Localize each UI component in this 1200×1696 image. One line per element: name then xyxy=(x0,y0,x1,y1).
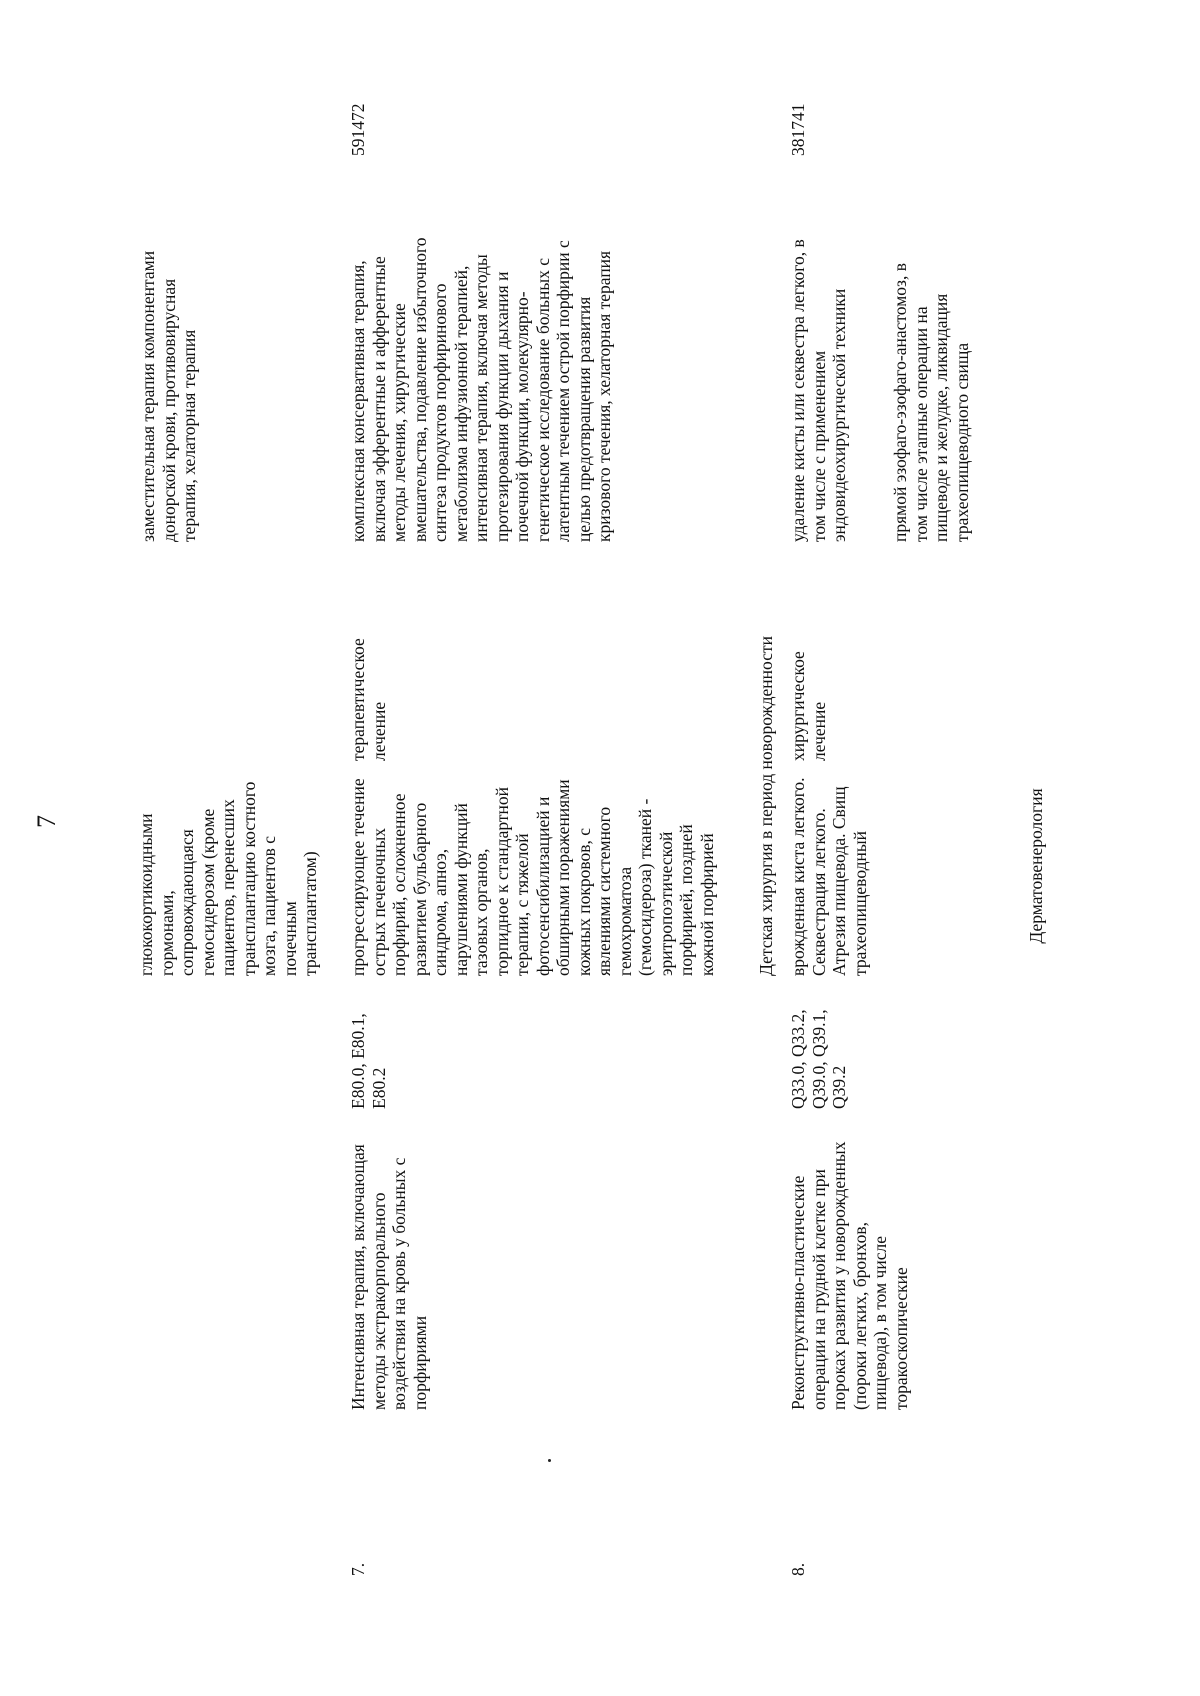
section-heading-dermato: Дерматовенерология xyxy=(1026,788,1046,944)
continuation-criteria: глюкокортикоидными гормонами, сопровождающаяся гемосидерозом (кроме пациентов, перенесших трансплантацию костного мозга, пациентов с почечным трансплантатом) xyxy=(136,781,320,976)
row-7-codes: E80.0, E80.1, E80.2 xyxy=(348,1013,389,1109)
row-8-number: 8. xyxy=(788,1562,808,1576)
row-8-methods-2: прямой эзофаго-эзофаго-анастомоз, в том числе этапные операции на пищеводе и желудке, ликвидация трахеопищеводного свища xyxy=(890,263,972,542)
row-7-type: терапевтическое лечение xyxy=(348,638,389,761)
row-7-criteria: прогрессирующее течение острых печеночных порфирий, осложненное развитием бульбарного синдрома, апноэ, нарушениями функций тазовых органов, торпидное к стандартной терапии, с тяжелой фотосенсибилизацией и обширными поражениями кожных покровов, с явлениями системного гемохроматоза (гемосидероза) тканей - эритропоэтической порфирией, поздней кожной порфирией xyxy=(348,778,717,976)
row-7-name: Интенсивная терапия, включающая методы экстракорпорального воздействия на кровь у больных с порфириями xyxy=(348,1144,430,1410)
section-heading-neonatal: Детская хирургия в период новорожденности xyxy=(756,635,776,977)
continuation-methods: заместительная терапия компонентами донорской крови, противовирусная терапия, хелаторная терапия xyxy=(138,250,199,542)
row-8-type: хирургическое лечение xyxy=(788,651,829,761)
scan-dot xyxy=(548,1459,551,1462)
row-8-codes: Q33.0, Q33.2, Q39.0, Q39.1, Q39.2 xyxy=(788,1009,849,1109)
page-number: 7 xyxy=(32,815,61,828)
row-7-number: 7. xyxy=(348,1562,368,1576)
row-8-name: Реконструктивно-пластические операции на грудной клетке при пороках развития у новорожденных (пороки легких, бронхов, пищевода), в том числе торакоскопические xyxy=(788,1141,911,1410)
row-8-criteria: врожденная киста легкого. Секвестрация легкого. Атрезия пищевода. Свищ трахеопищеводный xyxy=(788,777,870,976)
row-7-methods: комплексная консервативная терапия, включая эфферентные и афферентные методы лечения, хирургические вмешательства, подавление избыточного синтеза продуктов порфиринового метаболизма инфузионной терапией, интенсивная терапия, включая методы протезирования функции дыхания и почечной функции, молекулярно- генетическое исследование больных с латентным течением острой порфирии с целью предотвращения развития кризового течения, хелаторная терапия xyxy=(348,237,614,542)
row-8-methods: удаление кисты или секвестра легкого, в том числе с применением эндовидеохирургической техники xyxy=(788,239,849,542)
row-8-value: 381741 xyxy=(788,103,808,156)
row-7-value: 591472 xyxy=(348,103,368,156)
